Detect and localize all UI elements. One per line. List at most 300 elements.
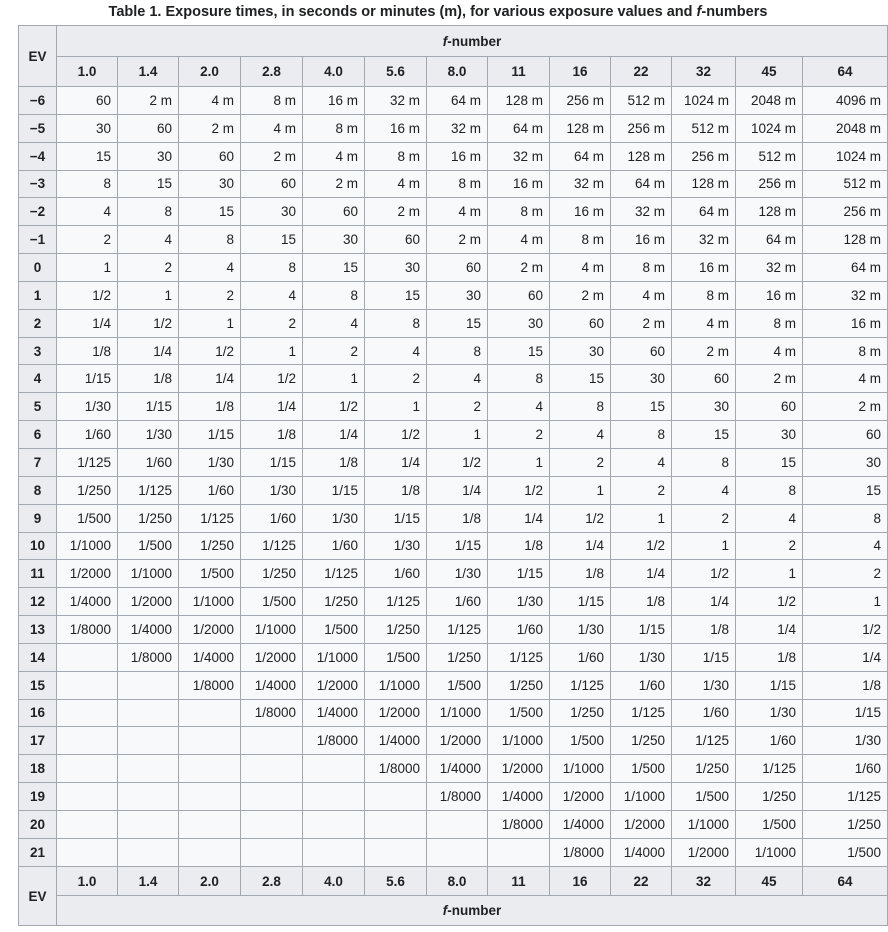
exposure-time-cell: 1/1000 [118, 560, 179, 588]
footer-fnumber-5: 5.6 [365, 867, 427, 896]
table-row [19, 588, 888, 616]
exposure-time-cell: 60 [488, 281, 550, 309]
ev-value: 11 [19, 560, 57, 588]
exposure-time-cell: 1/8000 [118, 643, 179, 671]
exposure-time-cell: 15 [550, 365, 611, 393]
exposure-time-cell: 1/4000 [365, 727, 427, 755]
exposure-time-cell [241, 838, 303, 866]
exposure-time-cell [303, 838, 365, 866]
exposure-time-cell: 4 [427, 365, 488, 393]
exposure-table [18, 25, 888, 926]
exposure-time-cell: 32 m [488, 142, 550, 170]
exposure-time-cell [427, 810, 488, 838]
exposure-time-cell: 256 m [736, 170, 803, 198]
exposure-time-cell: 1/1000 [672, 810, 736, 838]
exposure-time-cell: 1/8 [427, 504, 488, 532]
table-row [19, 532, 888, 560]
exposure-time-cell: 32 m [672, 226, 736, 254]
table-row [19, 838, 888, 866]
exposure-time-cell [303, 783, 365, 811]
header-fnumber-11: 45 [736, 57, 803, 87]
exposure-time-cell: 1/4 [736, 616, 803, 644]
exposure-time-cell: 1/15 [488, 560, 550, 588]
exposure-time-cell: 1/2 [303, 393, 365, 421]
table-row [19, 87, 888, 115]
ev-value: 19 [19, 783, 57, 811]
header-fnumber-7: 11 [488, 57, 550, 87]
exposure-time-cell: 1/1000 [611, 783, 672, 811]
ev-value: −1 [19, 226, 57, 254]
exposure-time-cell: 1/30 [550, 616, 611, 644]
table-row [19, 699, 888, 727]
header-fnumber-6: 8.0 [427, 57, 488, 87]
ev-value: 14 [19, 643, 57, 671]
exposure-time-cell: 60 [550, 309, 611, 337]
exposure-time-cell: 30 [672, 393, 736, 421]
exposure-time-cell: 1/8 [488, 532, 550, 560]
exposure-time-cell: 30 [550, 337, 611, 365]
exposure-time-cell: 30 [427, 281, 488, 309]
exposure-time-cell: 2 m [611, 309, 672, 337]
exposure-time-cell: 4 m [672, 309, 736, 337]
exposure-time-cell: 1/125 [241, 532, 303, 560]
exposure-time-cell: 15 [427, 309, 488, 337]
exposure-time-cell: 1/15 [427, 532, 488, 560]
exposure-time-cell: 8 [803, 504, 888, 532]
exposure-time-cell: 1/30 [427, 560, 488, 588]
exposure-time-cell [365, 838, 427, 866]
ev-value: 20 [19, 810, 57, 838]
exposure-time-cell: 30 [488, 309, 550, 337]
exposure-time-cell: 1/30 [303, 504, 365, 532]
exposure-time-cell: 2 [241, 309, 303, 337]
exposure-time-cell: 2 m [672, 337, 736, 365]
exposure-time-cell: 4 [118, 226, 179, 254]
exposure-time-cell: 1/15 [672, 643, 736, 671]
table-row [19, 393, 888, 421]
exposure-time-cell: 1/250 [550, 699, 611, 727]
exposure-time-cell: 1/500 [550, 727, 611, 755]
exposure-time-cell: 8 m [803, 337, 888, 365]
exposure-time-cell [241, 810, 303, 838]
exposure-time-cell [179, 783, 241, 811]
exposure-time-cell: 1/2 [427, 448, 488, 476]
exposure-time-cell: 2 [179, 281, 241, 309]
exposure-time-cell: 1/15 [303, 476, 365, 504]
exposure-time-cell: 1/250 [488, 671, 550, 699]
exposure-time-cell: 30 [241, 198, 303, 226]
table-row [19, 504, 888, 532]
exposure-time-cell: 512 m [611, 87, 672, 115]
exposure-time-cell: 1/8000 [303, 727, 365, 755]
exposure-time-cell: 4 [611, 448, 672, 476]
ev-value: 4 [19, 365, 57, 393]
exposure-time-cell: 60 [179, 142, 241, 170]
exposure-time-cell [179, 699, 241, 727]
exposure-time-cell: 4 m [241, 114, 303, 142]
exposure-time-cell: 8 [365, 309, 427, 337]
exposure-time-cell [57, 838, 118, 866]
exposure-time-cell: 2 [736, 532, 803, 560]
table-row [19, 560, 888, 588]
exposure-time-cell: 1/500 [611, 755, 672, 783]
exposure-time-cell [118, 699, 179, 727]
exposure-time-cell: 1/250 [611, 727, 672, 755]
fnumber-header: f-number [57, 26, 888, 57]
exposure-time-cell: 30 [303, 226, 365, 254]
exposure-time-cell: 1/15 [179, 421, 241, 449]
exposure-time-cell: 64 m [427, 87, 488, 115]
ev-value: −2 [19, 198, 57, 226]
ev-value: −5 [19, 114, 57, 142]
exposure-time-cell: 1/2 [57, 281, 118, 309]
exposure-time-cell: 1/250 [303, 588, 365, 616]
footer-fnumber-7: 11 [488, 867, 550, 896]
exposure-time-cell: 1/125 [611, 699, 672, 727]
table-row [19, 643, 888, 671]
exposure-time-cell: 1/125 [118, 476, 179, 504]
exposure-time-cell: 1/8000 [365, 755, 427, 783]
exposure-time-cell: 1/500 [736, 810, 803, 838]
exposure-time-cell: 1/8 [365, 476, 427, 504]
exposure-time-cell [57, 699, 118, 727]
exposure-time-cell: 4 m [803, 365, 888, 393]
exposure-time-cell: 60 [57, 87, 118, 115]
exposure-time-cell: 1/4000 [303, 699, 365, 727]
exposure-time-cell: 64 m [550, 142, 611, 170]
table-row [19, 616, 888, 644]
exposure-time-cell: 16 m [672, 254, 736, 282]
exposure-time-cell: 8 m [365, 142, 427, 170]
exposure-time-cell: 1 [303, 365, 365, 393]
ev-value: 17 [19, 727, 57, 755]
exposure-time-cell [365, 810, 427, 838]
exposure-time-cell: 1024 m [672, 87, 736, 115]
exposure-time-cell: 1/2 [611, 532, 672, 560]
exposure-time-cell: 16 m [303, 87, 365, 115]
exposure-time-cell [488, 838, 550, 866]
exposure-time-cell [303, 810, 365, 838]
exposure-time-cell: 8 m [672, 281, 736, 309]
exposure-time-cell: 2 m [550, 281, 611, 309]
exposure-time-cell: 1/4000 [57, 588, 118, 616]
exposure-time-cell: 2 m [179, 114, 241, 142]
table-footer [19, 867, 888, 926]
exposure-time-cell: 1/125 [736, 755, 803, 783]
exposure-time-cell: 1 [488, 448, 550, 476]
exposure-time-cell: 8 [736, 476, 803, 504]
exposure-time-cell: 1/125 [365, 588, 427, 616]
exposure-time-cell: 4 [488, 393, 550, 421]
exposure-time-cell [241, 755, 303, 783]
footer-fnumber-11: 45 [736, 867, 803, 896]
exposure-time-cell: 512 m [803, 170, 888, 198]
exposure-time-cell: 2 m [803, 393, 888, 421]
exposure-time-cell [179, 727, 241, 755]
exposure-time-cell: 8 [303, 281, 365, 309]
footer-fnumber-3: 2.8 [241, 867, 303, 896]
table-row [19, 254, 888, 282]
exposure-time-cell: 1/4 [427, 476, 488, 504]
exposure-time-cell: 1/500 [672, 783, 736, 811]
exposure-time-cell: 2 [803, 560, 888, 588]
exposure-time-cell: 1/8 [803, 671, 888, 699]
exposure-time-cell: 1/30 [611, 643, 672, 671]
exposure-time-cell: 1/60 [57, 421, 118, 449]
table-row [19, 421, 888, 449]
exposure-time-cell [427, 838, 488, 866]
exposure-time-cell: 1/4000 [488, 783, 550, 811]
header-fnumber-10: 32 [672, 57, 736, 87]
header-fnumber-5: 5.6 [365, 57, 427, 87]
ev-value: 6 [19, 421, 57, 449]
exposure-time-cell: 1/2 [672, 560, 736, 588]
exposure-time-cell: 1/60 [488, 616, 550, 644]
exposure-time-cell: 15 [179, 198, 241, 226]
ev-value: 8 [19, 476, 57, 504]
exposure-time-cell: 15 [118, 170, 179, 198]
exposure-time-cell: 1/1000 [488, 727, 550, 755]
exposure-time-cell: 1/4 [365, 448, 427, 476]
exposure-time-cell: 1/250 [241, 560, 303, 588]
exposure-time-cell: 60 [672, 365, 736, 393]
exposure-time-cell: 1/250 [179, 532, 241, 560]
header-fnumber-3: 2.8 [241, 57, 303, 87]
exposure-time-cell: 1/250 [672, 755, 736, 783]
exposure-time-cell: 30 [736, 421, 803, 449]
exposure-time-cell: 1/2000 [179, 616, 241, 644]
header-fnumber-0: 1.0 [57, 57, 118, 87]
exposure-time-cell: 30 [179, 170, 241, 198]
table-row [19, 281, 888, 309]
exposure-time-cell: 1/8 [303, 448, 365, 476]
exposure-time-cell: 1/2000 [611, 810, 672, 838]
exposure-time-cell: 4096 m [803, 87, 888, 115]
exposure-time-cell: 1/4 [57, 309, 118, 337]
exposure-time-cell: 1 [179, 309, 241, 337]
exposure-time-cell: 4 m [736, 337, 803, 365]
exposure-time-cell: 16 m [488, 170, 550, 198]
exposure-time-cell: 1/500 [427, 671, 488, 699]
exposure-time-cell: 32 m [550, 170, 611, 198]
exposure-time-cell: 8 m [427, 170, 488, 198]
exposure-time-cell: 1/125 [803, 783, 888, 811]
exposure-time-cell: 1/60 [118, 448, 179, 476]
exposure-time-cell: 8 m [488, 198, 550, 226]
exposure-time-cell: 1/2000 [118, 588, 179, 616]
exposure-time-cell: 128 m [803, 226, 888, 254]
exposure-time-cell: 128 m [550, 114, 611, 142]
exposure-time-cell: 1/8000 [488, 810, 550, 838]
header-fnumber-1: 1.4 [118, 57, 179, 87]
exposure-time-cell: 1/500 [118, 532, 179, 560]
exposure-time-cell: 60 [241, 170, 303, 198]
exposure-time-cell: 64 m [488, 114, 550, 142]
exposure-time-cell [57, 783, 118, 811]
exposure-time-cell: 4 m [427, 198, 488, 226]
exposure-time-cell: 1/125 [179, 504, 241, 532]
exposure-time-cell: 2 m [365, 198, 427, 226]
exposure-time-cell: 30 [803, 448, 888, 476]
table-row [19, 309, 888, 337]
table-row [19, 114, 888, 142]
exposure-time-cell: 1/250 [57, 476, 118, 504]
exposure-time-cell: 1/4000 [179, 643, 241, 671]
exposure-time-cell: 2048 m [736, 87, 803, 115]
ev-value: 3 [19, 337, 57, 365]
footer-fnumber-12: 64 [803, 867, 888, 896]
exposure-time-cell: 1/4 [118, 337, 179, 365]
exposure-time-cell: 60 [365, 226, 427, 254]
exposure-time-cell: 1 [803, 588, 888, 616]
exposure-time-cell: 1/1000 [179, 588, 241, 616]
exposure-time-cell: 1/8 [736, 643, 803, 671]
exposure-time-cell [241, 727, 303, 755]
exposure-time-cell: 1/8000 [550, 838, 611, 866]
header-fnumber-12: 64 [803, 57, 888, 87]
exposure-time-cell [118, 783, 179, 811]
exposure-time-cell: 1/15 [241, 448, 303, 476]
table-row [19, 365, 888, 393]
exposure-time-cell: 1/8000 [427, 783, 488, 811]
exposure-time-cell: 15 [736, 448, 803, 476]
exposure-time-cell: 2 m [488, 254, 550, 282]
fnumber-values-row-footer [19, 867, 888, 896]
exposure-time-cell: 2 [57, 226, 118, 254]
exposure-time-cell: 1/2000 [365, 699, 427, 727]
exposure-time-cell: 1/500 [303, 616, 365, 644]
exposure-time-cell: 2 [611, 476, 672, 504]
exposure-time-cell: 128 m [672, 170, 736, 198]
exposure-time-cell: 1/8 [118, 365, 179, 393]
exposure-time-cell: 1/30 [179, 448, 241, 476]
exposure-time-cell: 8 [57, 170, 118, 198]
exposure-time-cell: 15 [803, 476, 888, 504]
exposure-time-cell: 1/30 [365, 532, 427, 560]
exposure-time-cell: 1/2000 [57, 560, 118, 588]
exposure-time-cell: 64 m [803, 254, 888, 282]
exposure-time-cell: 1/8 [550, 560, 611, 588]
exposure-time-cell: 1 [736, 560, 803, 588]
ev-value: 9 [19, 504, 57, 532]
exposure-time-cell: 60 [427, 254, 488, 282]
exposure-time-cell [303, 755, 365, 783]
exposure-time-cell: 8 m [550, 226, 611, 254]
exposure-time-cell: 1/500 [179, 560, 241, 588]
header-fnumber-9: 22 [611, 57, 672, 87]
exposure-time-cell: 4 [241, 281, 303, 309]
footer-fnumber-1: 1.4 [118, 867, 179, 896]
ev-value: 7 [19, 448, 57, 476]
exposure-time-cell: 8 m [736, 309, 803, 337]
table-row [19, 755, 888, 783]
exposure-time-cell: 2 [672, 504, 736, 532]
exposure-time-cell: 30 [57, 114, 118, 142]
exposure-time-cell: 1/500 [488, 699, 550, 727]
exposure-time-cell: 15 [672, 421, 736, 449]
exposure-time-cell: 512 m [672, 114, 736, 142]
exposure-time-cell: 1/125 [672, 727, 736, 755]
exposure-time-cell: 1 [550, 476, 611, 504]
exposure-time-cell: 64 m [672, 198, 736, 226]
exposure-time-cell: 1/4000 [241, 671, 303, 699]
exposure-time-cell: 1/1000 [241, 616, 303, 644]
exposure-time-cell: 4 m [303, 142, 365, 170]
ev-column-footer: EV [19, 867, 57, 926]
exposure-time-cell: 1/1000 [303, 643, 365, 671]
exposure-time-cell: 1/1000 [736, 838, 803, 866]
exposure-time-cell: 1/125 [427, 616, 488, 644]
ev-value: 21 [19, 838, 57, 866]
exposure-time-cell: 1/500 [241, 588, 303, 616]
exposure-time-cell: 8 [427, 337, 488, 365]
exposure-time-cell [57, 671, 118, 699]
ev-value: 13 [19, 616, 57, 644]
exposure-time-cell: 1/1000 [57, 532, 118, 560]
exposure-time-cell: 1/1000 [550, 755, 611, 783]
exposure-time-cell: 1/8000 [179, 671, 241, 699]
exposure-time-cell: 32 m [611, 198, 672, 226]
table-row [19, 337, 888, 365]
header-fnumber-4: 4.0 [303, 57, 365, 87]
exposure-time-cell: 1/4 [550, 532, 611, 560]
exposure-time-cell: 512 m [736, 142, 803, 170]
exposure-time-cell [57, 755, 118, 783]
exposure-time-cell [179, 810, 241, 838]
fnumber-values-row [19, 57, 888, 87]
exposure-time-cell: 1/60 [303, 532, 365, 560]
exposure-time-cell: 8 [550, 393, 611, 421]
exposure-time-cell [57, 727, 118, 755]
exposure-time-cell: 256 m [550, 87, 611, 115]
exposure-time-cell: 4 m [550, 254, 611, 282]
exposure-time-cell: 1/30 [672, 671, 736, 699]
footer-fnumber-4: 4.0 [303, 867, 365, 896]
exposure-time-cell: 30 [365, 254, 427, 282]
exposure-time-cell: 1/2000 [303, 671, 365, 699]
exposure-time-cell: 1/2 [118, 309, 179, 337]
exposure-time-cell: 1/15 [57, 365, 118, 393]
exposure-time-cell: 4 [303, 309, 365, 337]
exposure-time-cell: 2 [365, 365, 427, 393]
exposure-time-cell: 1/2 [488, 476, 550, 504]
exposure-time-cell: 1 [118, 281, 179, 309]
table-row [19, 448, 888, 476]
exposure-time-cell: 8 m [241, 87, 303, 115]
exposure-time-cell [118, 810, 179, 838]
exposure-time-cell: 1/500 [803, 838, 888, 866]
ev-value: 1 [19, 281, 57, 309]
table-row [19, 226, 888, 254]
exposure-time-cell: 2 m [303, 170, 365, 198]
exposure-time-cell: 4 [803, 532, 888, 560]
exposure-time-cell: 1/15 [550, 588, 611, 616]
exposure-time-cell: 1/4 [303, 421, 365, 449]
exposure-time-cell: 8 m [303, 114, 365, 142]
exposure-time-cell: 1/4 [611, 560, 672, 588]
table-header [19, 26, 888, 87]
exposure-time-cell: 8 [611, 421, 672, 449]
ev-value: −3 [19, 170, 57, 198]
table-row [19, 783, 888, 811]
exposure-time-cell: 1/30 [803, 727, 888, 755]
exposure-time-cell: 1/4 [803, 643, 888, 671]
exposure-time-cell: 8 [118, 198, 179, 226]
exposure-time-cell: 60 [803, 421, 888, 449]
footer-fnumber-8: 16 [550, 867, 611, 896]
exposure-time-cell: 1/30 [488, 588, 550, 616]
exposure-time-cell: 256 m [611, 114, 672, 142]
